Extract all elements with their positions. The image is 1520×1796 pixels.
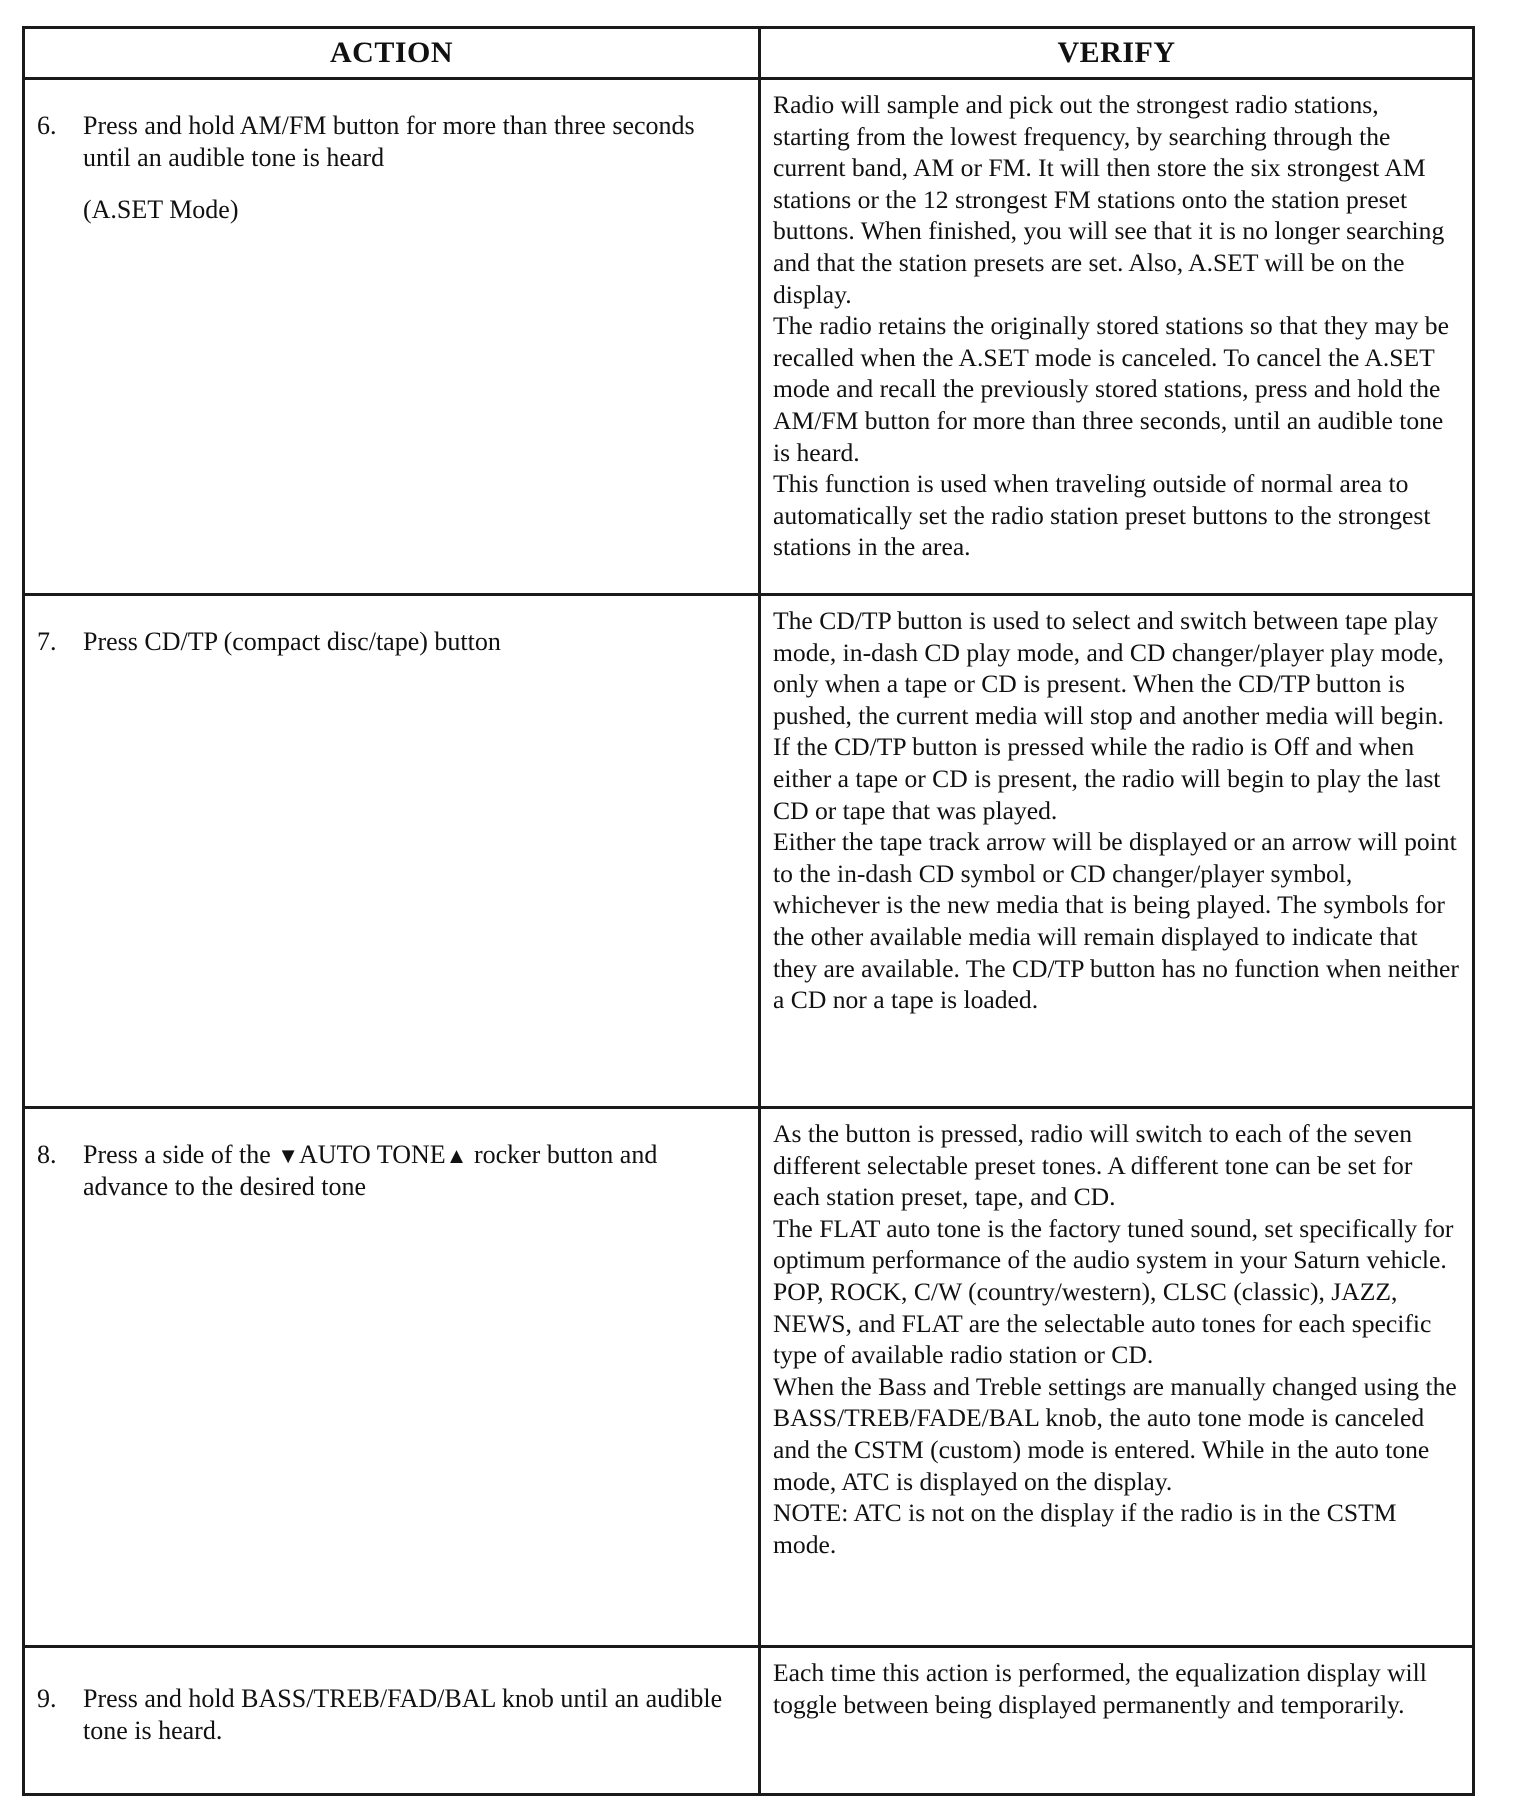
action-cell [24,1647,760,1795]
step-instruction [83,1139,748,1203]
action-cell [24,595,760,1108]
verify-paragraph: The CD/TP button is used to select and switch between tape play mode, in-dash CD play mode, and CD changer/player play mode, only when a tape or CD is present. When the CD/TP button is pushed, the current media will stop and another media will begin. [773,606,1444,730]
table-row-step-7 [24,595,1474,1108]
action-cell [24,1108,760,1647]
step-mode-note: (A.SET Mode) [83,195,239,224]
step-number: 6. [37,111,57,140]
step-body [83,626,748,658]
step-item [37,626,748,658]
document-page [22,26,1472,1796]
step-instruction: Press and hold AM/FM button for more than three seconds until an audible tone is heard [83,111,695,172]
step-item [37,110,748,226]
table-row-step-6 [24,79,1474,595]
step-item [37,1683,748,1747]
step-body [83,1683,748,1747]
verify-paragraph: If the CD/TP button is pressed while the radio is Off and when either a tape or CD is present, the radio will begin to play the last CD or tape that was played. [773,732,1441,825]
verify-paragraph: POP, ROCK, C/W (country/western), CLSC (classic), JAZZ, NEWS, and FLAT are the selectable auto tones for each specific type of available radio station or CD. [773,1276,1432,1370]
step-number: 7. [37,627,57,656]
triangle-up-icon: ▲ [445,1143,468,1168]
verify-paragraph: Either the tape track arrow will be displayed or an arrow will point to the in-dash CD symbol or CD changer/player symbol, whichever is the new media that is being played. The symbols for the other available media will remain displayed to indicate that they are available. The CD/TP button has no function when neither a CD nor a tape is loaded. [773,827,1459,1015]
verify-paragraph: Each time this action is performed, the equalization display will toggle between being displayed permanently and temporarily. [773,1658,1427,1719]
action-verify-table [22,26,1475,1796]
verify-cell [760,1647,1474,1795]
step-number: 9. [37,1684,57,1713]
auto-tone-label: AUTO TONE [299,1140,446,1169]
instruction-text-end: rocker button and advance to the desired tone [83,1140,658,1201]
verify-paragraph: This function is used when traveling outside of normal area to automatically set the radio station preset buttons to the strongest stations in the area. [773,469,1431,562]
step-item [37,1139,748,1203]
verify-paragraph: The radio retains the originally stored stations so that they may be recalled when the A.SET mode is canceled. To cancel the A.SET mode and recall the previously stored stations, press and hold the AM/FM button for more than three seconds, until an audible tone is heard. [773,311,1449,467]
verify-paragraph: When the Bass and Treble settings are manually changed using the BASS/TREB/FADE/BAL knob, the auto tone mode is canceled and the CSTM (custom) mode is entered. While in the auto tone mode, ATC is displayed on the display. [773,1371,1457,1496]
instruction-text-start: Press a side of the [83,1140,278,1169]
action-column-header: ACTION [24,28,760,79]
verify-paragraph: The FLAT auto tone is the factory tuned sound, set specifically for optimum performance of the audio system in your Saturn vehicle. [773,1213,1454,1275]
verify-cell [760,79,1474,595]
step-body [83,110,748,226]
verify-column-header: VERIFY [760,28,1474,79]
verify-paragraph: NOTE: ATC is not on the display if the radio is in the CSTM mode. [773,1498,1397,1559]
action-cell [24,79,760,595]
step-body [83,1139,748,1203]
triangle-down-icon: ▼ [277,1143,300,1168]
header-row [24,28,1474,79]
step-instruction: Press CD/TP (compact disc/tape) button [83,627,501,656]
verify-cell [760,1108,1474,1647]
step-instruction: Press and hold BASS/TREB/FAD/BAL knob until an audible tone is heard. [83,1684,723,1745]
verify-cell [760,595,1474,1108]
table-row-step-8 [24,1108,1474,1647]
verify-paragraph: Radio will sample and pick out the strongest radio stations, starting from the lowest frequency, by searching through the current band, AM or FM. It will then store the six strongest AM stations or the 12 strongest FM stations onto the station preset buttons. When finished, you will see that it is no longer searching and that the station presets are set. Also, A.SET will be on the display. [773,90,1445,309]
table-row-step-9 [24,1647,1474,1795]
step-number: 8. [37,1140,57,1169]
verify-paragraph: As the button is pressed, radio will switch to each of the seven different selectable preset tones. A different tone can be set for each station preset, tape, and CD. [773,1119,1413,1212]
